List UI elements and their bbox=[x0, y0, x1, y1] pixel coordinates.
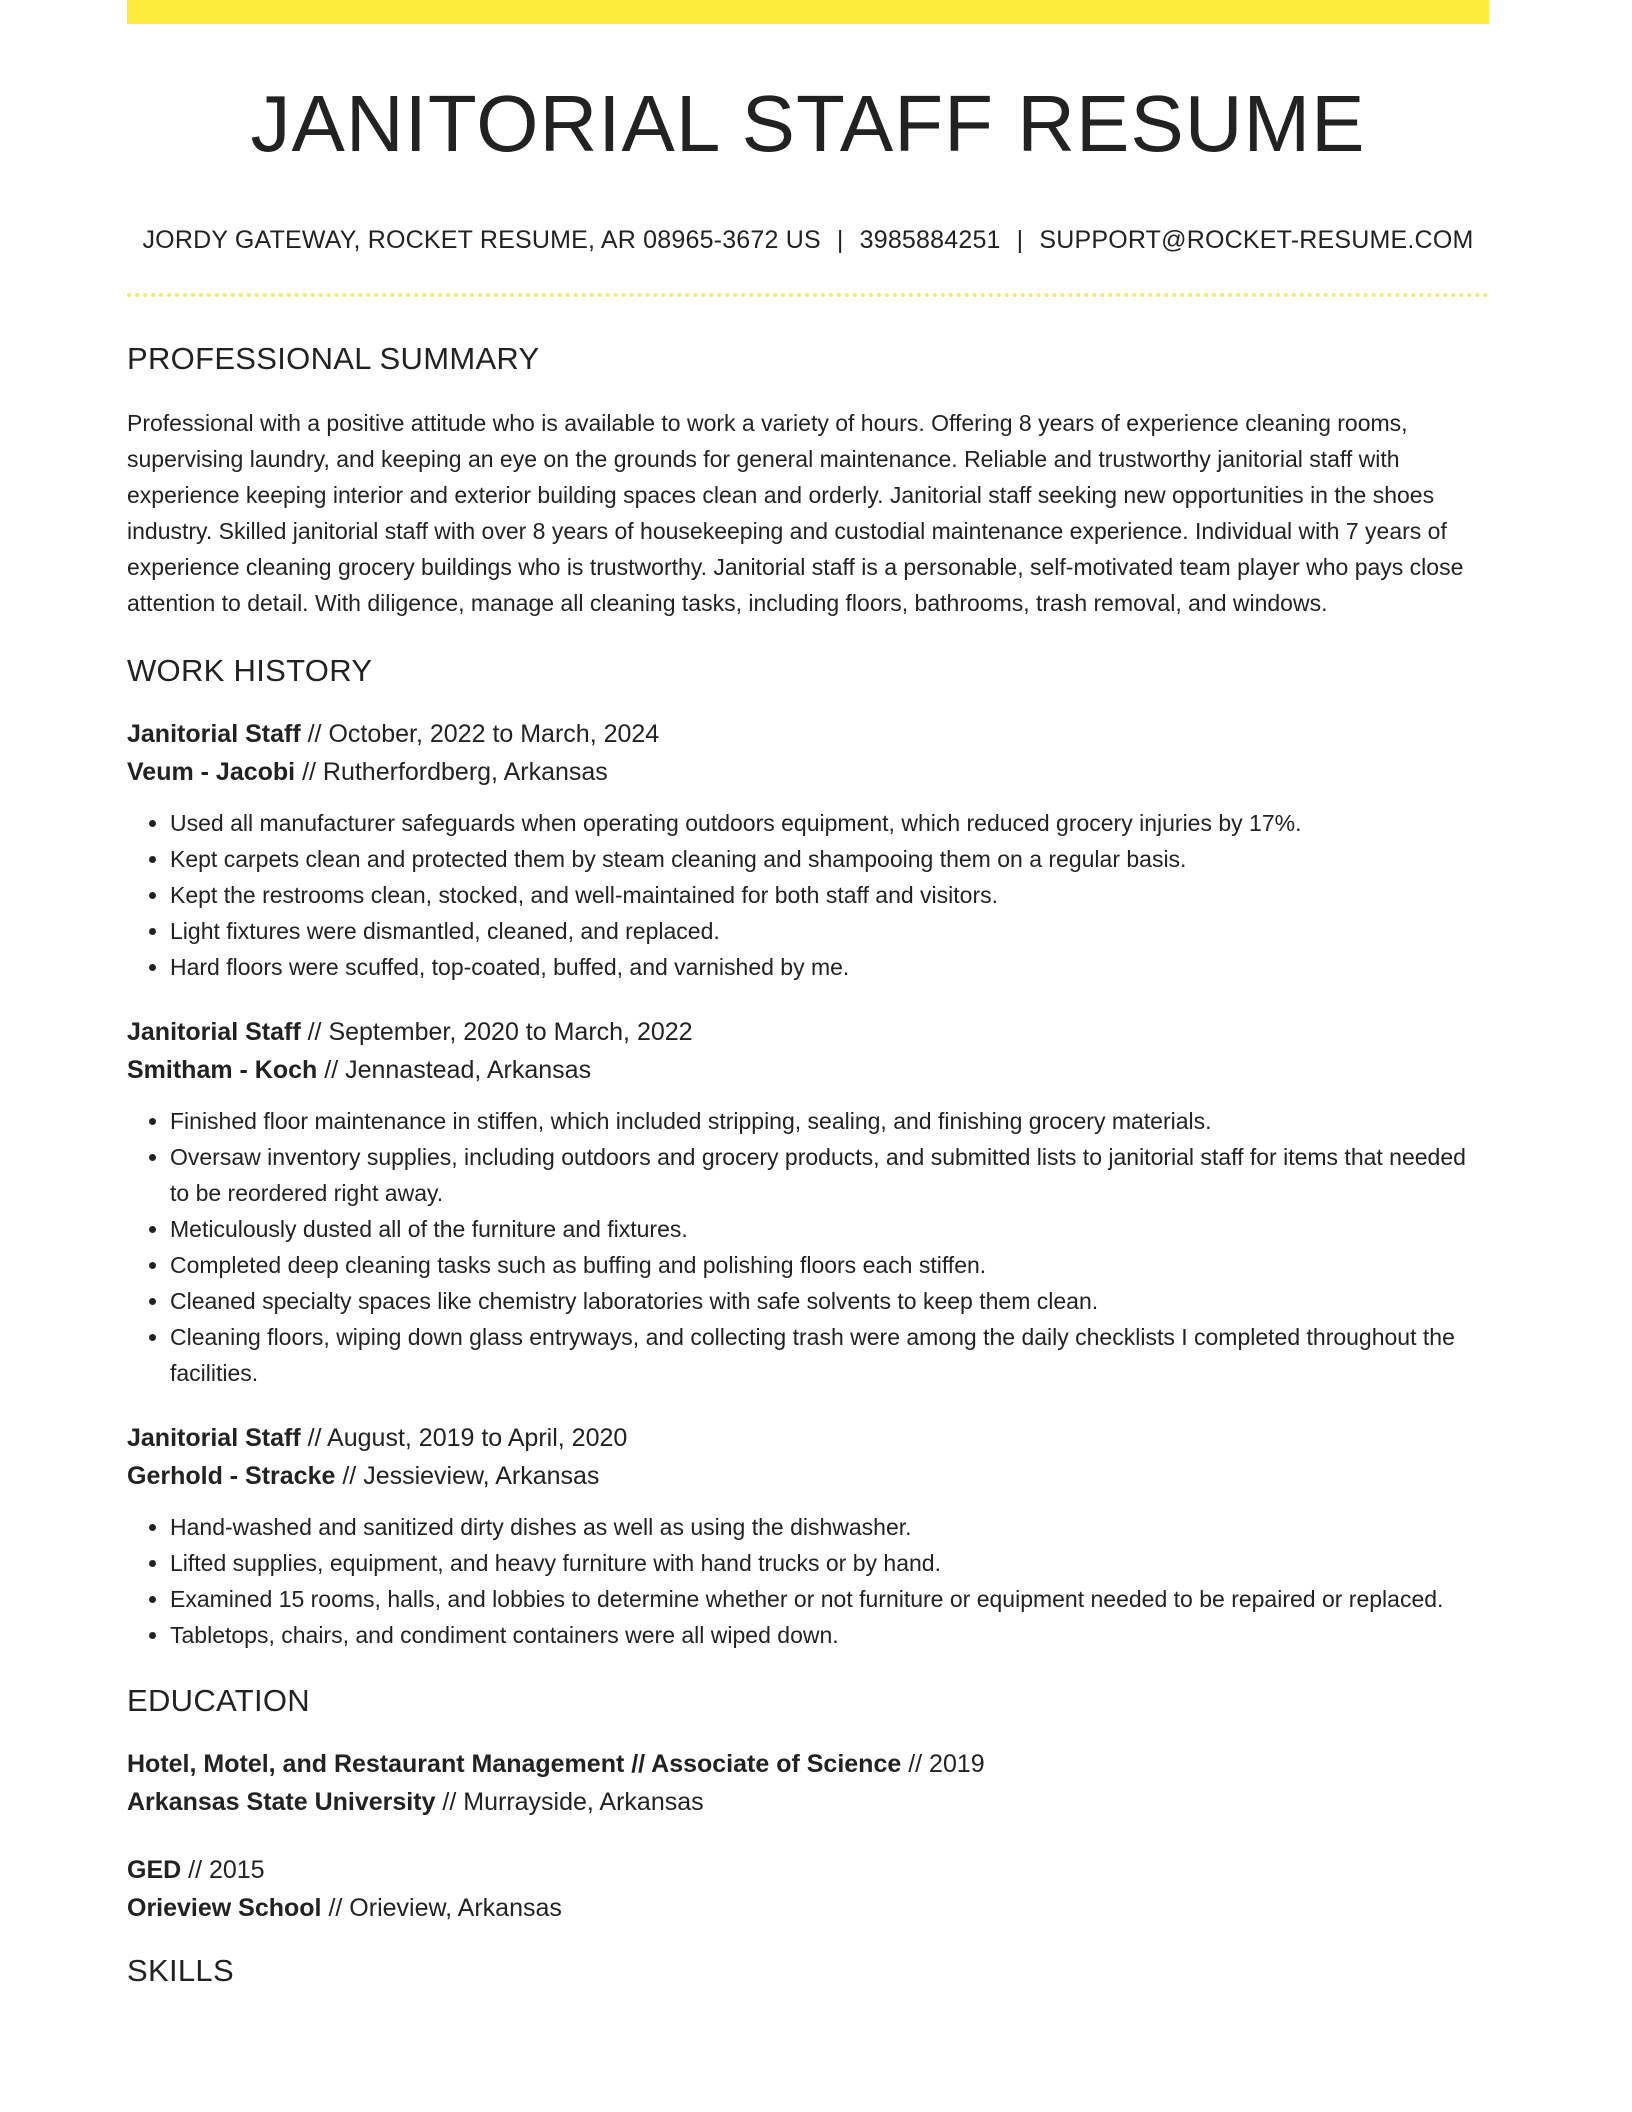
job-bullet: • Hand-washed and sanitized dirty dishes as well as using the dishwasher. bbox=[170, 1509, 1489, 1545]
job-company-line bbox=[127, 1457, 1489, 1495]
job-dates: // September, 2020 to March, 2022 bbox=[300, 1018, 693, 1046]
education-school-line bbox=[127, 1889, 1489, 1927]
education-entry bbox=[127, 1745, 1489, 1821]
job-bullet: • Cleaned specialty spaces like chemistry laboratories with safe solvents to keep them clean. bbox=[170, 1283, 1489, 1319]
job-dates: // August, 2019 to April, 2020 bbox=[300, 1424, 628, 1452]
job-bullet: • Lifted supplies, equipment, and heavy furniture with hand trucks or by hand. bbox=[170, 1545, 1489, 1581]
work-history-heading: WORK HISTORY bbox=[127, 653, 373, 688]
job-bullets bbox=[127, 1103, 1489, 1391]
job-title: Janitorial Staff bbox=[127, 1424, 301, 1452]
job-location: // Jennastead, Arkansas bbox=[317, 1056, 592, 1084]
job-bullets bbox=[127, 805, 1489, 985]
job-company: Veum - Jacobi bbox=[127, 758, 296, 786]
contact-separator: | bbox=[836, 226, 844, 254]
accent-bar bbox=[127, 0, 1489, 24]
education-degree-line bbox=[127, 1745, 1489, 1783]
summary-heading: PROFESSIONAL SUMMARY bbox=[127, 341, 540, 376]
education-degree: Hotel, Motel, and Restaurant Management // Associate of Science bbox=[127, 1750, 902, 1778]
education-entry bbox=[127, 1851, 1489, 1927]
header-divider bbox=[127, 293, 1489, 297]
job-bullet: • Kept carpets clean and protected them by steam cleaning and shampooing them on a regular basis. bbox=[170, 841, 1489, 877]
education-degree-line bbox=[127, 1851, 1489, 1889]
job-company: Gerhold - Stracke bbox=[127, 1462, 336, 1490]
contact-separator: | bbox=[1016, 226, 1024, 254]
job-title: Janitorial Staff bbox=[127, 720, 301, 748]
job-bullet: • Cleaning floors, wiping down glass entryways, and collecting trash were among the daily checklists I completed throughout the facilities. bbox=[170, 1319, 1489, 1391]
contact-address: JORDY GATEWAY, ROCKET RESUME, AR 08965-3672 US bbox=[142, 226, 821, 254]
skills-heading: SKILLS bbox=[127, 1953, 234, 1988]
job-bullet: • Kept the restrooms clean, stocked, and well-maintained for both staff and visitors. bbox=[170, 877, 1489, 913]
education-school-line bbox=[127, 1783, 1489, 1821]
job-title-line bbox=[127, 1013, 1489, 1051]
job-title-line bbox=[127, 715, 1489, 753]
education-year: // 2015 bbox=[181, 1856, 265, 1884]
contact-line bbox=[127, 226, 1489, 255]
job-bullet: • Examined 15 rooms, halls, and lobbies to determine whether or not furniture or equipment needed to be repaired or replaced. bbox=[170, 1581, 1489, 1617]
education-location: // Orieview, Arkansas bbox=[321, 1894, 562, 1922]
job-dates: // October, 2022 to March, 2024 bbox=[300, 720, 660, 748]
job-bullet: • Tabletops, chairs, and condiment containers were all wiped down. bbox=[170, 1617, 1489, 1653]
job-entry bbox=[127, 715, 1489, 985]
job-bullet: • Finished floor maintenance in stiffen, which included stripping, sealing, and finishing grocery materials. bbox=[170, 1103, 1489, 1139]
education-degree: GED bbox=[127, 1856, 182, 1884]
job-bullet: • Hard floors were scuffed, top-coated, buffed, and varnished by me. bbox=[170, 949, 1489, 985]
job-bullet: • Light fixtures were dismantled, cleaned, and replaced. bbox=[170, 913, 1489, 949]
job-bullet: • Used all manufacturer safeguards when operating outdoors equipment, which reduced grocery injuries by 17%. bbox=[170, 805, 1489, 841]
education-location: // Murrayside, Arkansas bbox=[435, 1788, 704, 1816]
education-heading: EDUCATION bbox=[127, 1683, 310, 1718]
job-title: Janitorial Staff bbox=[127, 1018, 301, 1046]
job-bullet: • Completed deep cleaning tasks such as buffing and polishing floors each stiffen. bbox=[170, 1247, 1489, 1283]
job-entry bbox=[127, 1419, 1489, 1653]
job-location: // Rutherfordberg, Arkansas bbox=[295, 758, 608, 786]
job-bullet: • Oversaw inventory supplies, including outdoors and grocery products, and submitted lists to janitorial staff for items that needed to be reordered right away. bbox=[170, 1139, 1489, 1211]
job-company-line bbox=[127, 753, 1489, 791]
job-title-line bbox=[127, 1419, 1489, 1457]
job-location: // Jessieview, Arkansas bbox=[335, 1462, 600, 1490]
education-year: // 2019 bbox=[901, 1750, 985, 1778]
resume-title: JANITORIAL STAFF RESUME bbox=[250, 79, 1366, 168]
job-entry bbox=[127, 1013, 1489, 1391]
education-school: Arkansas State University bbox=[127, 1788, 436, 1816]
education-school: Orieview School bbox=[127, 1894, 322, 1922]
contact-email: SUPPORT@ROCKET-RESUME.COM bbox=[1039, 226, 1474, 254]
job-company: Smitham - Koch bbox=[127, 1056, 318, 1084]
job-bullet: • Meticulously dusted all of the furniture and fixtures. bbox=[170, 1211, 1489, 1247]
resume-page bbox=[127, 0, 1489, 1989]
contact-phone: 3985884251 bbox=[859, 226, 1001, 254]
job-company-line bbox=[127, 1051, 1489, 1089]
job-bullets bbox=[127, 1509, 1489, 1653]
summary-text: Professional with a positive attitude who is available to work a variety of hours. Offering 8 years of experience cleaning rooms, supervising laundry, and keeping an eye on the grounds for general maintenance. Reliable and trustworthy janitorial staff with experience keeping interior and exterior building spaces clean and orderly. Janitorial staff seeking new opportunities in the shoes industry. Skilled janitorial staff with over 8 years of housekeeping and custodial maintenance experience. Individual with 7 years of experience cleaning grocery buildings who is trustworthy. Janitorial staff is a personable, self-motivated team player who pays close attention to detail. With diligence, manage all cleaning tasks, including floors, bathrooms, trash removal, and windows. bbox=[127, 410, 1464, 616]
